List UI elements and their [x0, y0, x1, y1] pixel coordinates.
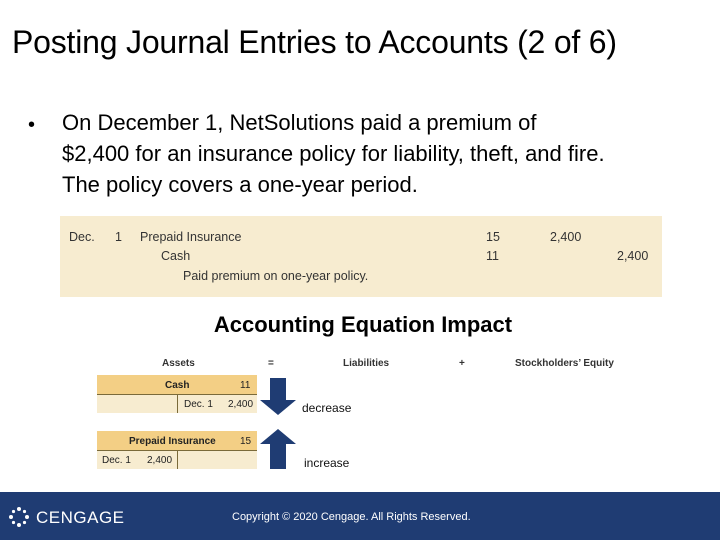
journal-debit-amount: 2,400	[550, 230, 582, 244]
header-plus: +	[459, 358, 465, 369]
bullet-line-1: On December 1, NetSolutions paid a premium of	[62, 110, 537, 135]
journal-day: 1	[115, 230, 122, 244]
impact-title: Accounting Equation Impact	[213, 312, 513, 337]
journal-month: Dec.	[69, 230, 95, 244]
bullet-marker: •	[28, 114, 36, 136]
journal-entry	[60, 216, 662, 297]
cash-entry-date: Dec. 1	[184, 399, 213, 410]
cash-account-number: 11	[240, 380, 251, 391]
prepaid-effect-label: increase	[304, 456, 350, 470]
cengage-logo-text: CENGAGE	[36, 508, 125, 527]
header-assets: Assets	[162, 358, 195, 369]
cash-account-name: Cash	[165, 380, 190, 391]
journal-debit-post-ref: 15	[486, 230, 500, 244]
prepaid-account-number: 15	[240, 436, 252, 447]
prepaid-account-name: Prepaid Insurance	[129, 436, 216, 447]
journal-explanation: Paid premium on one-year policy.	[183, 269, 369, 283]
cengage-logo-icon	[8, 506, 30, 528]
header-equity: Stockholders’ Equity	[515, 358, 614, 369]
bullet-line-3: The policy covers a one-year period.	[62, 172, 418, 197]
journal-credit-amount: 2,400	[617, 249, 649, 263]
bullet-line-2: $2,400 for an insurance policy for liability, theft, and fire.	[62, 141, 605, 166]
prepaid-entry-amount: 2,400	[147, 455, 173, 466]
journal-debit-account: Prepaid Insurance	[140, 230, 242, 244]
slide-title: Posting Journal Entries to Accounts (2 of 6)	[12, 24, 617, 60]
up-arrow-icon	[258, 428, 298, 470]
journal-credit-account: Cash	[161, 249, 191, 263]
down-arrow-icon	[258, 376, 298, 416]
header-liabilities: Liabilities	[343, 358, 390, 369]
prepaid-t-divider	[177, 451, 178, 469]
copyright-notice: Copyright © 2020 Cengage. All Rights Reserved.	[232, 511, 471, 523]
prepaid-entry-date: Dec. 1	[102, 455, 131, 466]
cash-effect-label: decrease	[302, 401, 352, 415]
header-equals: =	[268, 358, 274, 369]
cash-entry-amount: 2,400	[228, 399, 254, 410]
cash-t-divider	[177, 395, 178, 413]
journal-credit-post-ref: 11	[486, 249, 499, 263]
